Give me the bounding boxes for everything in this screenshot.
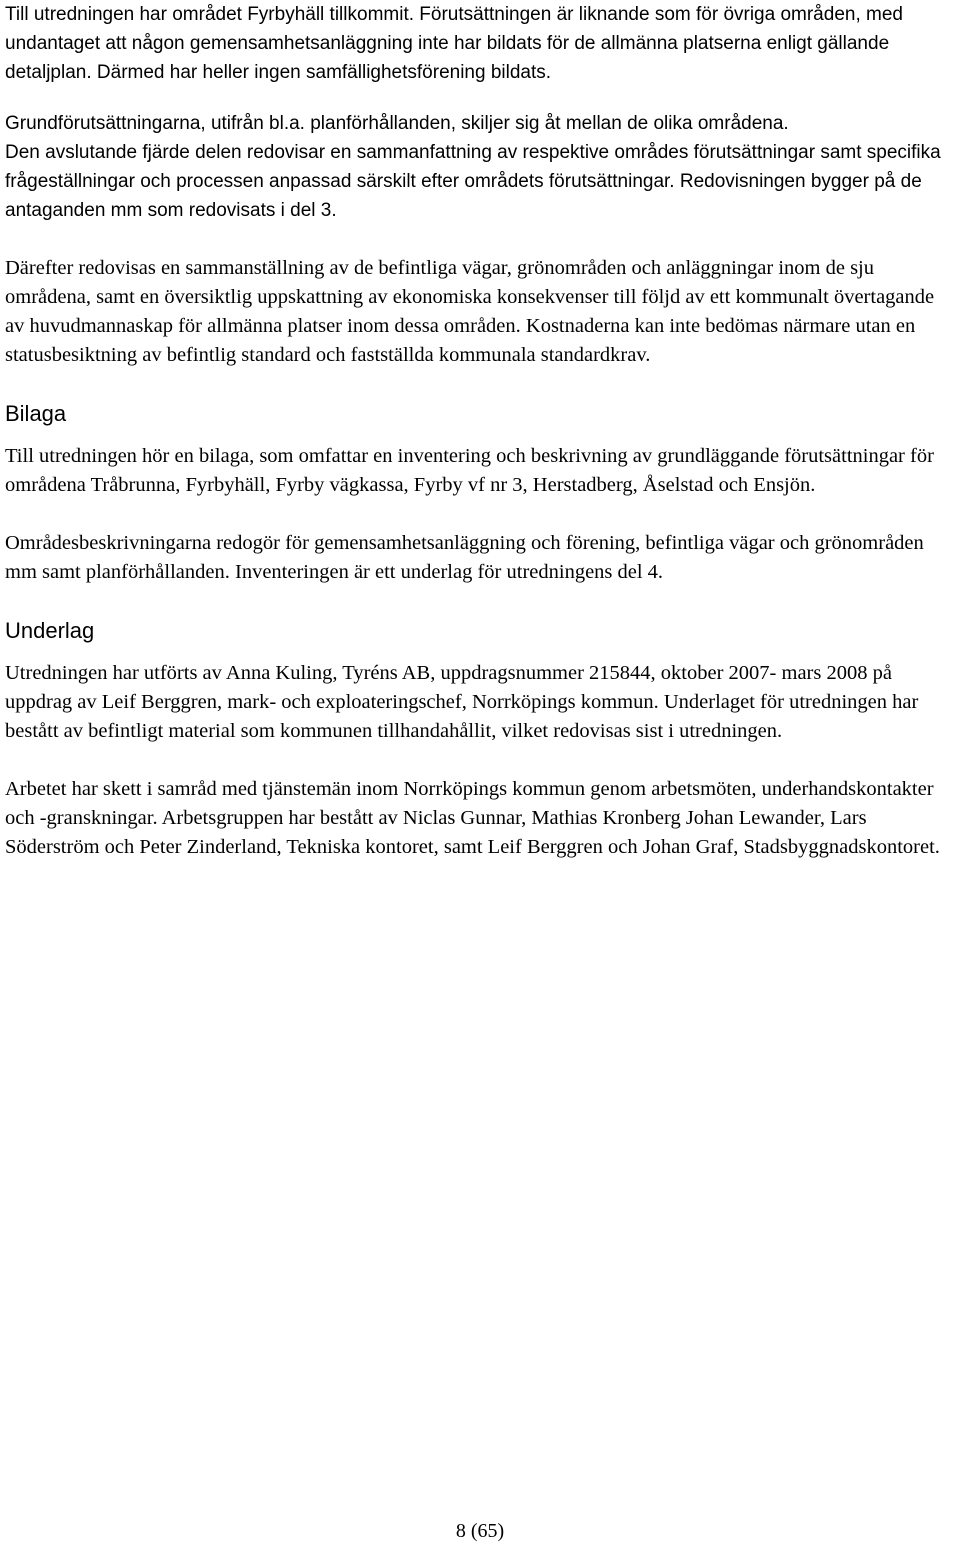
paragraph-arbetsgrupp: Arbetet har skett i samråd med tjänstemän inom Norrköpings kommun genom arbetsmöten, underhandskontakter och -granskningar. Arbetsgruppen har bestått av Niclas Gunnar, Mathias Kronberg Johan Lewander, Lars Söderström och Peter Zinderland, Tekniska kontoret, samt Leif Berggren och Johan Graf, Stadsbyggnadskontoret. bbox=[5, 778, 940, 858]
paragraph-sammanstallning: Därefter redovisas en sammanställning av de befintliga vägar, grönområden och anläggningar inom de sju områdena, samt en översiktlig uppskattning av ekonomiska konsekvenser till följd av ett kommunalt övertagande av huvudmannaskap för allmänna platser inom dessa områden. Kostnaderna kan inte bedömas närmare utan en statusbesiktning av befintlig standard och fastställda kommunala standardkrav. bbox=[5, 257, 935, 366]
paragraph-bilaga: Till utredningen hör en bilaga, som omfattar en inventering och beskrivning av grundläggande förutsättningar för områdena Tråbrunna, Fyrbyhäll, Fyrby vägkassa, Fyrby vf nr 3, Herstadberg, Åselstad och Ensjön. bbox=[5, 445, 934, 496]
paragraph-fjarde-delen: Den avslutande fjärde delen redovisar en sammanfattning av respektive områdes förutsättningar samt specifika frågeställningar och processen anpassad särskilt efter områdets förutsättningar. Redovisningen bygger på de antaganden mm som redovisats i del 3. bbox=[5, 142, 941, 221]
paragraph-grundforutsattningar: Grundförutsättningarna, utifrån bl.a. planförhållanden, skiljer sig åt mellan de olika områdena. bbox=[5, 113, 789, 134]
page-number: 8 (65) bbox=[455, 1520, 505, 1542]
paragraph-fyrbyhall: Till utredningen har området Fyrbyhäll tillkommit. Förutsättningen är liknande som för övriga områden, med undantaget att någon gemensamhetsanläggning inte har bildats för de allmänna platserna enligt gällande detaljplan. Därmed har heller ingen samfällighetsförening bildats. bbox=[5, 4, 903, 83]
paragraph-omradesbeskrivningar: Områdesbeskrivningarna redogör för gemensamhetsanläggning och förening, befintliga vägar och grönområden mm samt planförhållanden. Inventeringen är ett underlag för utredningens del 4. bbox=[5, 532, 924, 583]
heading-underlag: Underlag bbox=[5, 618, 95, 643]
paragraph-underlag: Utredningen har utförts av Anna Kuling, Tyréns AB, uppdragsnummer 215844, oktober 2007- mars 2008 på uppdrag av Leif Berggren, mark- och exploateringschef, Norrköpings kommun. Underlaget för utredningen har bestått av befintligt material som kommunen tillhandahållit, vilket redovisas sist i utredningen. bbox=[5, 662, 919, 742]
document-page bbox=[5, 0, 957, 862]
heading-bilaga: Bilaga bbox=[5, 401, 67, 426]
